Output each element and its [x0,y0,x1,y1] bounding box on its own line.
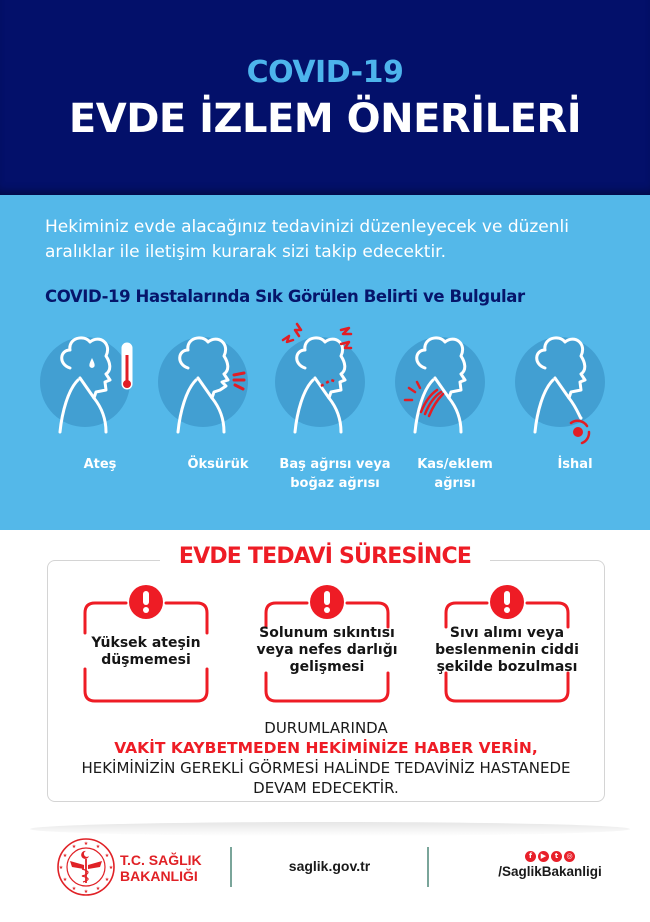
svg-text:★: ★ [104,853,110,859]
warning-card-text: Yüksek ateşin düşmemesi [91,635,201,668]
svg-text:★: ★ [104,877,110,883]
diarrhea-icon [515,320,635,445]
facebook-icon[interactable]: f [525,851,536,862]
warning-message [47,718,605,798]
svg-text:★: ★ [83,841,89,847]
footer-divider [30,822,630,836]
symptom-label: Kas/eklem ağrısı [417,457,493,491]
symptoms-section [0,195,650,530]
symptom-label: Ateş [83,457,117,472]
ministry-name [120,852,202,884]
twitter-icon[interactable]: t [551,851,562,862]
symptom-label: Baş ağrısı veya boğaz ağrısı [279,457,391,491]
symptom-muscle-joint-pain [395,320,515,493]
warning-line-4: DEVAM EDECEKTİR. [247,778,405,798]
warning-card-text: Sıvı alımı veya beslenmenin ciddi şekilde bozulması [435,625,579,675]
warning-card-high-fever [82,583,210,705]
warning-line-3: HEKİMİNİZİN GEREKLİ GÖRMESİ HALİNDE TEDAVİNİZ HASTANEDE [81,759,571,777]
symptom-label: İshal [557,457,593,472]
header-subtitle: COVID-19 [246,55,404,90]
symptom-cough [158,320,278,474]
warning-line-2: VAKİT KAYBETMEDEN HEKİMİNİZE HABER VERİN, [114,739,538,757]
svg-text:★: ★ [71,886,77,892]
warning-line-1: DURUMLARINDA [264,719,388,737]
svg-text:★: ★ [58,865,64,871]
cough-icon [158,320,278,445]
fever-thermometer-icon [40,320,160,445]
ministry-logo-icon [56,837,116,897]
ministry-name-line2: BAKANLIĞI [120,868,198,884]
ministry-name-line1: T.C. SAĞLIK [120,852,202,868]
header-banner [0,0,650,195]
svg-text:★: ★ [62,853,68,859]
social-media [490,851,610,879]
intro-text: Hekiminiz evde alacağınız tedavinizi düzenleyecek ve düzenli aralıklar ile iletişim kurarak sizi takip edecektir. [45,217,569,262]
page-title: EVDE İZLEM ÖNERİLERİ [68,96,582,142]
symptom-label: Öksürük [187,457,249,472]
symptom-diarrhea [515,320,635,474]
svg-text:★: ★ [62,877,68,883]
warning-title: EVDE TEDAVİ SÜRESİNCE [160,540,490,574]
footer-separator [427,847,429,887]
svg-text:★: ★ [83,889,89,895]
youtube-icon[interactable]: ▶ [538,851,549,862]
svg-text:★: ★ [71,844,77,850]
svg-text:★: ★ [108,865,114,871]
instagram-icon[interactable]: ◎ [564,851,575,862]
social-handle[interactable]: /SaglikBakanligi [498,864,602,879]
warning-card-breathing [256,583,398,705]
headache-sore-throat-icon [275,320,395,445]
warning-card-text: Solunum sıkıntısı veya nefes darlığı gelişmesi [256,625,398,675]
svg-text:★: ★ [95,844,101,850]
symptom-headache-sore-throat [275,320,395,493]
symptom-fever [40,320,160,474]
warning-card-nutrition [435,583,579,705]
svg-text:★: ★ [95,886,101,892]
muscle-joint-pain-icon [395,320,515,445]
website-link[interactable]: saglik.gov.tr [288,858,371,874]
symptoms-heading: COVID-19 Hastalarında Sık Görülen Belirti ve Bulgular [45,287,525,306]
